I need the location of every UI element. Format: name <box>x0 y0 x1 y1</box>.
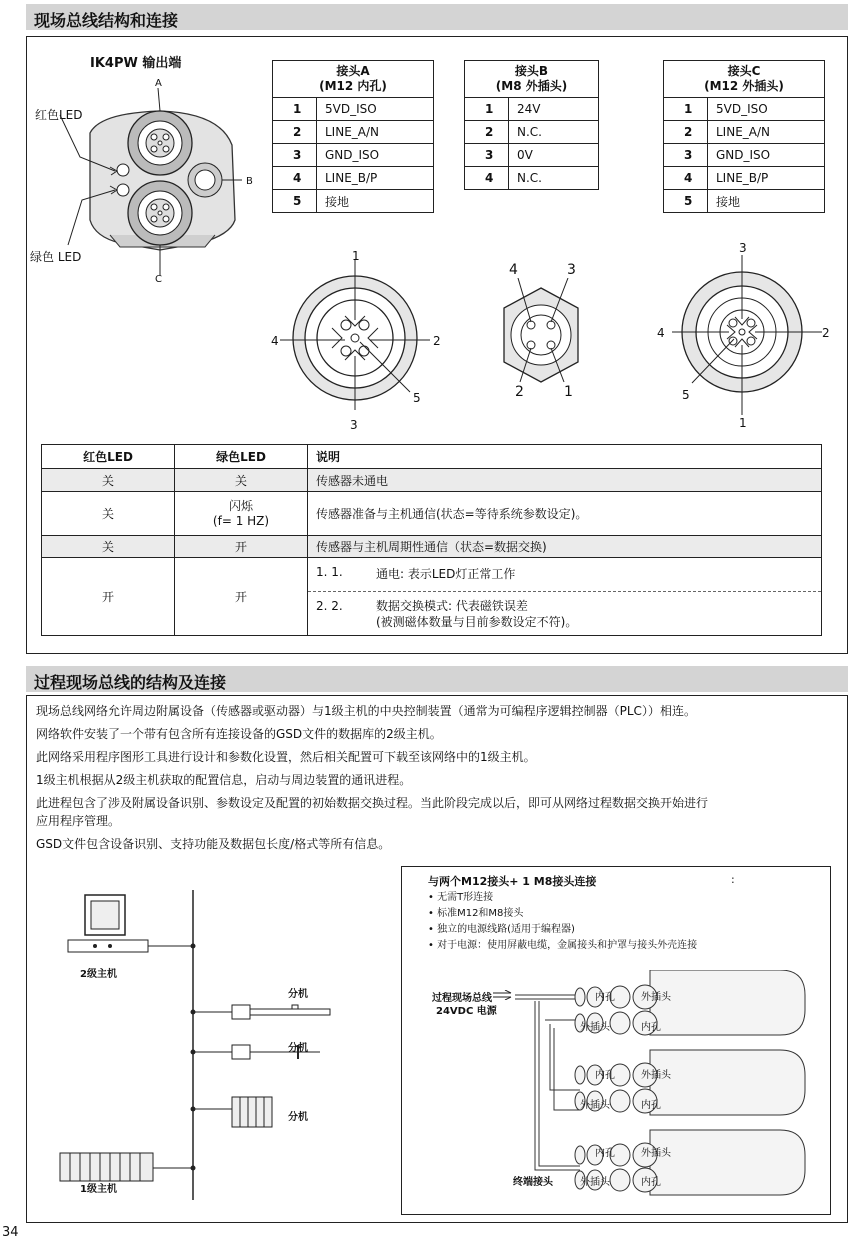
table-header-row: 红色LED 绿色LED 说明 <box>42 445 822 469</box>
label-a: A <box>155 78 162 89</box>
connection-box-title: 与两个M12接头+ 1 M8接头连接 <box>428 875 597 888</box>
bullet-list: • 无需T形连接 • 标准M12和M8接头 • 独立的电源线路(适用于编程器) • 对于电源：使用屏蔽电缆，金属接头和护罩与接头外壳连接 <box>428 892 698 951</box>
pin-label: 5 <box>682 388 690 402</box>
connection-box-colon: : <box>731 873 735 886</box>
pin-label: 3 <box>739 241 747 255</box>
label-c: C <box>155 274 162 285</box>
paragraph: 此网络采用程序图形工具进行设计和参数化设置，然后相关配置可下载至该网络中的1级主机。 <box>36 750 536 764</box>
table-row: 开 开 1. 1. 通电: 表示LED灯正常工作 2. 2. 数据交换模式: 代表磁铁误差 (被测磁体数量与目前参数设定不符)。 <box>42 558 822 636</box>
connector-c-table <box>663 60 825 213</box>
table-row: 3 GND_ISO <box>273 144 434 167</box>
label-b: B <box>246 176 253 187</box>
connector-a-header: 接头A (M12 内孔) <box>273 61 434 98</box>
table-row: 3 GND_ISO <box>664 144 825 167</box>
slave-label: 分机 <box>288 1043 308 1054</box>
led-status-table <box>41 444 822 636</box>
plug-label: 外插头 <box>580 1022 610 1033</box>
pin-label: 3 <box>350 418 358 432</box>
connector-c-pinout <box>672 255 822 415</box>
table-row: 4 N.C. <box>465 167 599 190</box>
socket-label: 内孔 <box>595 1070 615 1081</box>
connector-b-pinout <box>498 278 584 388</box>
table-row: 2 LINE_A/N <box>664 121 825 144</box>
pin-label: 3 <box>567 262 576 278</box>
network-diagram <box>50 885 370 1205</box>
table-row: 5 接地 <box>664 190 825 213</box>
table-row: 2 N.C. <box>465 121 599 144</box>
device-drawing <box>40 85 250 280</box>
paragraph: 1级主机根据从2级主机获取的配置信息，启动与周边装置的通讯进程。 <box>36 773 412 787</box>
table-row: 1 24V <box>465 98 599 121</box>
paragraph: 应用程序管理。 <box>36 814 121 828</box>
connector-c-header: 接头C (M12 外插头) <box>664 61 825 98</box>
connector-a-table <box>272 60 434 213</box>
master1-label: 1级主机 <box>80 1184 117 1195</box>
page-number: 34 <box>2 1225 19 1240</box>
slave-label: 分机 <box>288 1112 308 1123</box>
connector-a-pinout <box>280 260 430 410</box>
table-row: 5 接地 <box>273 190 434 213</box>
pin-label: 4 <box>657 326 665 340</box>
paragraph: 网络软件安装了一个带有包含所有连接设备的GSD文件的数据库的2级主机。 <box>36 727 442 741</box>
table-row: 4 LINE_B/P <box>273 167 434 190</box>
pin-label: 1 <box>564 384 573 400</box>
monitor-icon <box>68 895 148 952</box>
sensor-chain-diagram <box>510 970 828 1210</box>
pin-label: 2 <box>433 334 441 348</box>
paragraph: 此进程包含了涉及附属设备识别、参数设定及配置的初始数据交换过程。当此阶段完成以后，即可从网络过程数据交换开始进行 <box>36 796 709 810</box>
bus-label: 过程现场总线 <box>432 993 492 1004</box>
section-title: 现场总线结构和连接 <box>26 4 848 30</box>
pin-label: 4 <box>271 334 279 348</box>
socket-label: 内孔 <box>595 992 615 1003</box>
section-title: 过程现场总线的结构及连接 <box>26 666 848 692</box>
master2-label: 2级主机 <box>80 969 117 980</box>
table-row: 2 LINE_A/N <box>273 121 434 144</box>
plug-label: 外插头 <box>580 1177 610 1188</box>
label-green-led: 绿色 LED <box>30 250 82 264</box>
table-row: 1 5VD_ISO <box>273 98 434 121</box>
pin-label: 2 <box>515 384 524 400</box>
label-red-led: 红色LED <box>35 108 83 122</box>
socket-label: 内孔 <box>641 1100 661 1111</box>
pin-label: 2 <box>822 326 830 340</box>
terminal-label: 终端接头 <box>513 1177 553 1188</box>
pin-label: 1 <box>352 249 360 263</box>
paragraph: GSD文件包含设备识别、支持功能及数据包长度/格式等所有信息。 <box>36 837 391 851</box>
plug-label: 外插头 <box>641 1070 671 1081</box>
pin-label: 5 <box>413 391 421 405</box>
table-row: 4 LINE_B/P <box>664 167 825 190</box>
socket-label: 内孔 <box>595 1148 615 1159</box>
paragraph: 现场总线网络允许周边附属设备（传感器或驱动器）与1级主机的中央控制装置（通常为可编程序逻辑控制器（PLC））相连。 <box>36 704 696 718</box>
table-row: 关 关 传感器未通电 <box>42 469 822 492</box>
device-title: IK4PW 输出端 <box>90 56 182 71</box>
connector-b-table <box>464 60 599 190</box>
plug-label: 外插头 <box>580 1100 610 1111</box>
socket-label: 内孔 <box>641 1177 661 1188</box>
table-row: 关 闪烁 (f= 1 HZ) 传感器准备与主机通信(状态=等待系统参数设定)。 <box>42 492 822 536</box>
connector-b-header: 接头B (M8 外插头) <box>465 61 599 98</box>
plug-label: 外插头 <box>641 992 671 1003</box>
slave-label: 分机 <box>288 989 308 1000</box>
power-label: 24VDC 电源 <box>436 1006 497 1017</box>
socket-label: 内孔 <box>641 1022 661 1033</box>
plug-label: 外插头 <box>641 1148 671 1159</box>
table-row: 1 5VD_ISO <box>664 98 825 121</box>
pin-label: 1 <box>739 416 747 430</box>
table-row: 3 0V <box>465 144 599 167</box>
table-row: 关 开 传感器与主机周期性通信（状态=数据交换) <box>42 536 822 558</box>
pin-label: 4 <box>509 262 518 278</box>
